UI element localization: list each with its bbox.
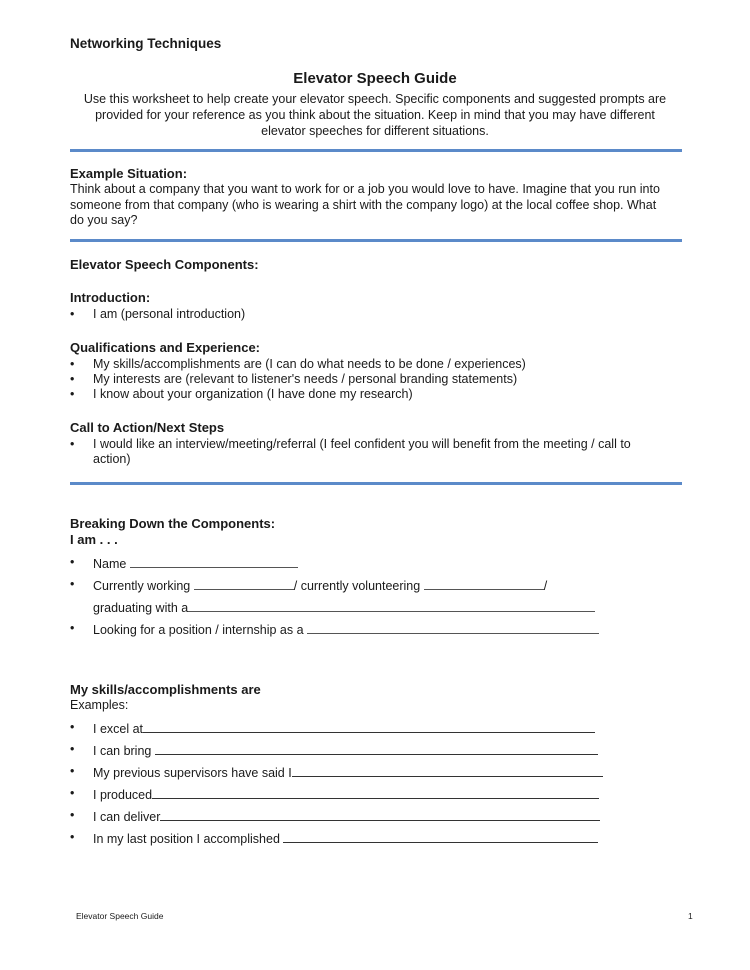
currently-working-label: Currently working xyxy=(93,579,191,593)
bullet-icon: • xyxy=(70,577,75,591)
situation-line: do you say? xyxy=(70,213,138,227)
bullet-icon: • xyxy=(70,808,75,822)
intro-paragraph xyxy=(40,91,710,139)
skill-answer-field[interactable] xyxy=(283,830,598,843)
skill-answer-field[interactable] xyxy=(160,808,600,821)
example-situation-heading: Example Situation: xyxy=(70,166,188,181)
i-am-subheading: I am . . . xyxy=(70,532,118,547)
slash-separator: / xyxy=(543,579,548,593)
breaking-down-heading: Breaking Down the Components: xyxy=(70,516,276,531)
bullet-icon: • xyxy=(70,621,75,635)
bullet-icon: • xyxy=(70,357,75,371)
bullet-icon: • xyxy=(70,720,75,734)
bullet-icon: • xyxy=(70,387,75,401)
section-divider xyxy=(70,482,682,485)
name-label: Name xyxy=(93,557,127,571)
bullet-icon: • xyxy=(70,830,75,844)
introduction-heading: Introduction: xyxy=(70,290,151,305)
situation-line: someone from that company (who is wearing a shirt with the company logo) at the local coffee shop. What xyxy=(70,197,657,212)
situation-line: Think about a company that you want to work for or a job you would love to have. Imagine that you run into xyxy=(70,182,660,196)
skill-prompt-label: I produced xyxy=(93,788,153,802)
position-label: Looking for a position / internship as a xyxy=(93,623,304,637)
bullet-icon: • xyxy=(70,742,75,756)
example-situation-text xyxy=(70,182,670,229)
call-to-action-heading: Call to Action/Next Steps xyxy=(70,420,225,435)
skill-prompt-label: I excel at xyxy=(93,722,144,736)
bullet-icon: • xyxy=(70,764,75,778)
skills-heading: My skills/accomplishments are xyxy=(70,682,261,697)
intro-line: provided for your reference as you think about the situation. Keep in mind that you may have different xyxy=(95,108,655,122)
skill-answer-field[interactable] xyxy=(143,720,595,733)
bullet-icon: • xyxy=(70,786,75,800)
section-divider xyxy=(70,149,682,152)
bullet-icon: • xyxy=(70,307,75,321)
page-number: 1 xyxy=(688,911,693,921)
name-field[interactable] xyxy=(130,555,298,568)
section-divider xyxy=(70,239,682,242)
bullet-icon: • xyxy=(70,555,75,569)
intro-line: elevator speeches for different situations. xyxy=(261,124,489,138)
page-title: Elevator Speech Guide xyxy=(293,70,457,87)
qualifications-heading: Qualifications and Experience: xyxy=(70,340,260,355)
graduating-label: graduating with a xyxy=(93,601,189,615)
skill-prompt-label: I can bring xyxy=(93,744,155,758)
skill-answer-field[interactable] xyxy=(155,742,598,755)
graduating-field[interactable] xyxy=(188,599,595,612)
skill-answer-field[interactable] xyxy=(292,764,603,777)
footer-title: Elevator Speech Guide xyxy=(76,911,164,921)
skill-prompt-label: I can deliver xyxy=(93,810,161,824)
currently-volunteering-field[interactable] xyxy=(424,577,544,590)
currently-volunteering-label: / currently volunteering xyxy=(293,579,421,593)
currently-working-field[interactable] xyxy=(194,577,294,590)
skill-answer-field[interactable] xyxy=(152,786,599,799)
position-field[interactable] xyxy=(307,621,599,634)
bullet-icon: • xyxy=(70,372,75,386)
document-section-label: Networking Techniques xyxy=(70,36,222,51)
components-heading: Elevator Speech Components: xyxy=(70,257,259,272)
skill-prompt-label: In my last position I accomplished xyxy=(93,832,284,846)
examples-label: Examples: xyxy=(70,698,129,712)
bullet-icon: • xyxy=(70,437,75,451)
skill-prompt-label: My previous supervisors have said I xyxy=(93,766,292,780)
intro-line: Use this worksheet to help create your elevator speech. Specific components and suggested prompts are xyxy=(83,92,667,106)
